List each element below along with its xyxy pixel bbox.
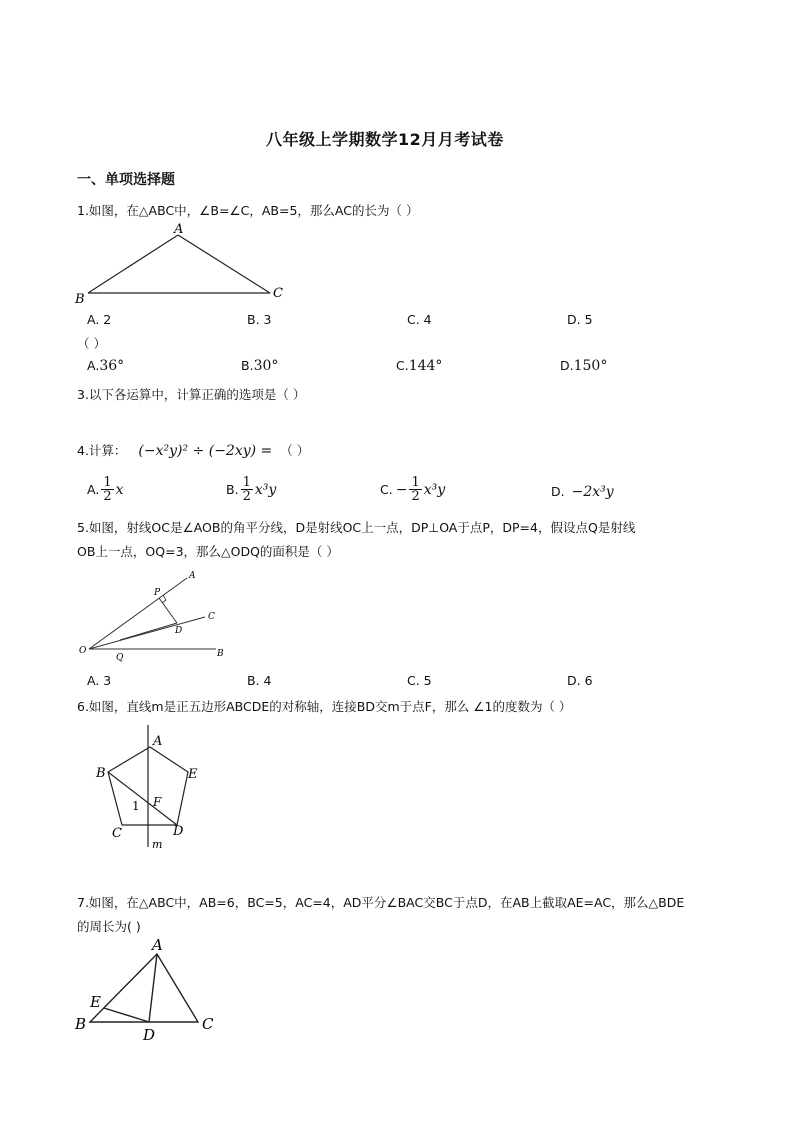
q4-option-b-tail: x³y	[254, 481, 277, 498]
q1-label-b: B	[75, 292, 85, 307]
q6-label-one: 1	[132, 799, 140, 813]
q2-option-d-value: 150°	[573, 358, 608, 374]
q6-label-c: C	[112, 826, 122, 841]
question-5-line2: OB上一点，OQ=3，那么△ODQ的面积是（ ）	[77, 544, 339, 559]
q6-label-b: B	[96, 766, 106, 781]
q7-label-c: C	[202, 1015, 214, 1033]
question-7-line1: 7.如图，在△ABC中，AB=6，BC=5，AC=4，AD平分∠BAC交BC于点D，在AB上截取AE=AC，那么△BDE	[77, 895, 685, 910]
q6-label-d: D	[173, 824, 184, 839]
q5-option-a[interactable]: A. 3	[87, 673, 112, 688]
q4-option-c-prefix: C.	[380, 482, 393, 497]
q4-option-b-prefix: B.	[226, 482, 239, 497]
q1-option-b[interactable]: B. 3	[247, 312, 272, 327]
q4-option-c-sign: −	[395, 481, 408, 498]
q2-option-b-value: 30°	[253, 358, 279, 374]
question-2-text: （ ）	[77, 336, 106, 351]
q5-label-c: C	[208, 612, 215, 622]
q1-option-a[interactable]: A. 2	[87, 312, 112, 327]
q2-option-d-prefix: D.	[560, 358, 574, 373]
q6-label-a: A	[153, 734, 163, 749]
section-heading: 一、单项选择题	[77, 172, 175, 188]
question-7-line2: 的周长为( )	[77, 919, 141, 934]
q4-option-d-prefix: D.	[551, 484, 565, 499]
q7-label-e: E	[90, 993, 101, 1011]
q5-label-b: B	[217, 649, 224, 659]
q7-label-a: A	[152, 936, 163, 954]
q7-label-b: B	[75, 1015, 87, 1033]
q1-option-c[interactable]: C. 4	[407, 312, 432, 327]
q4-option-a-denominator: 2	[103, 489, 112, 504]
q4-option-c-tail: x³y	[423, 481, 446, 498]
q2-option-c-prefix: C.	[396, 358, 409, 373]
question-5-line1: 5.如图，射线OC是∠AOB的角平分线，D是射线OC上一点，DP⊥OA于点P，DP=4，假设点Q是射线	[77, 520, 636, 535]
q2-option-c-value: 144°	[408, 358, 443, 374]
q1-option-d[interactable]: D. 5	[567, 312, 593, 327]
q4-paren: （ ）	[280, 443, 310, 458]
q5-label-q: Q	[116, 653, 124, 663]
q4-option-b-denominator: 2	[242, 489, 251, 504]
q5-label-a: A	[189, 571, 196, 581]
q4-option-a-tail: x	[115, 481, 124, 498]
q5-option-c[interactable]: C. 5	[407, 673, 432, 688]
q4-option-c-denominator: 2	[411, 489, 420, 504]
question-1-text: 1.如图，在△ABC中，∠B=∠C，AB=5，那么AC的长为（ ）	[77, 203, 419, 218]
q4-option-b-numerator: 1	[242, 475, 251, 490]
q2-option-a-prefix: A.	[87, 358, 100, 373]
q5-option-d[interactable]: D. 6	[567, 673, 593, 688]
q2-option-b-prefix: B.	[241, 358, 254, 373]
q4-option-c-numerator: 1	[411, 475, 420, 490]
q4-option-a-numerator: 1	[103, 475, 112, 490]
q2-option-a-value: 36°	[99, 358, 125, 374]
page-title: 八年级上学期数学12月月考试卷	[266, 130, 504, 149]
question-6-text: 6.如图，直线m是正五边形ABCDE的对称轴，连接BD交m于点F，那么 ∠1的度数为（ ）	[77, 699, 572, 714]
q5-label-o: O	[79, 646, 87, 656]
q6-label-e: E	[188, 767, 198, 782]
q5-label-d: D	[175, 626, 183, 636]
q6-label-f: F	[153, 795, 162, 809]
q7-label-d: D	[143, 1026, 156, 1044]
q4-option-a-prefix: A.	[87, 482, 100, 497]
q4-option-d-expr: −2x³y	[571, 484, 614, 500]
q1-label-a: A	[174, 222, 184, 237]
q5-label-p: P	[154, 588, 161, 598]
q4-prefix: 4.计算：	[77, 443, 127, 458]
q1-label-c: C	[273, 286, 283, 301]
q4-expression: (−x²y)² ÷ (−2xy) =	[138, 443, 273, 459]
q5-option-b[interactable]: B. 4	[247, 673, 272, 688]
q6-label-m: m	[152, 838, 163, 851]
question-3-text: 3.以下各运算中，计算正确的选项是（ ）	[77, 387, 306, 402]
